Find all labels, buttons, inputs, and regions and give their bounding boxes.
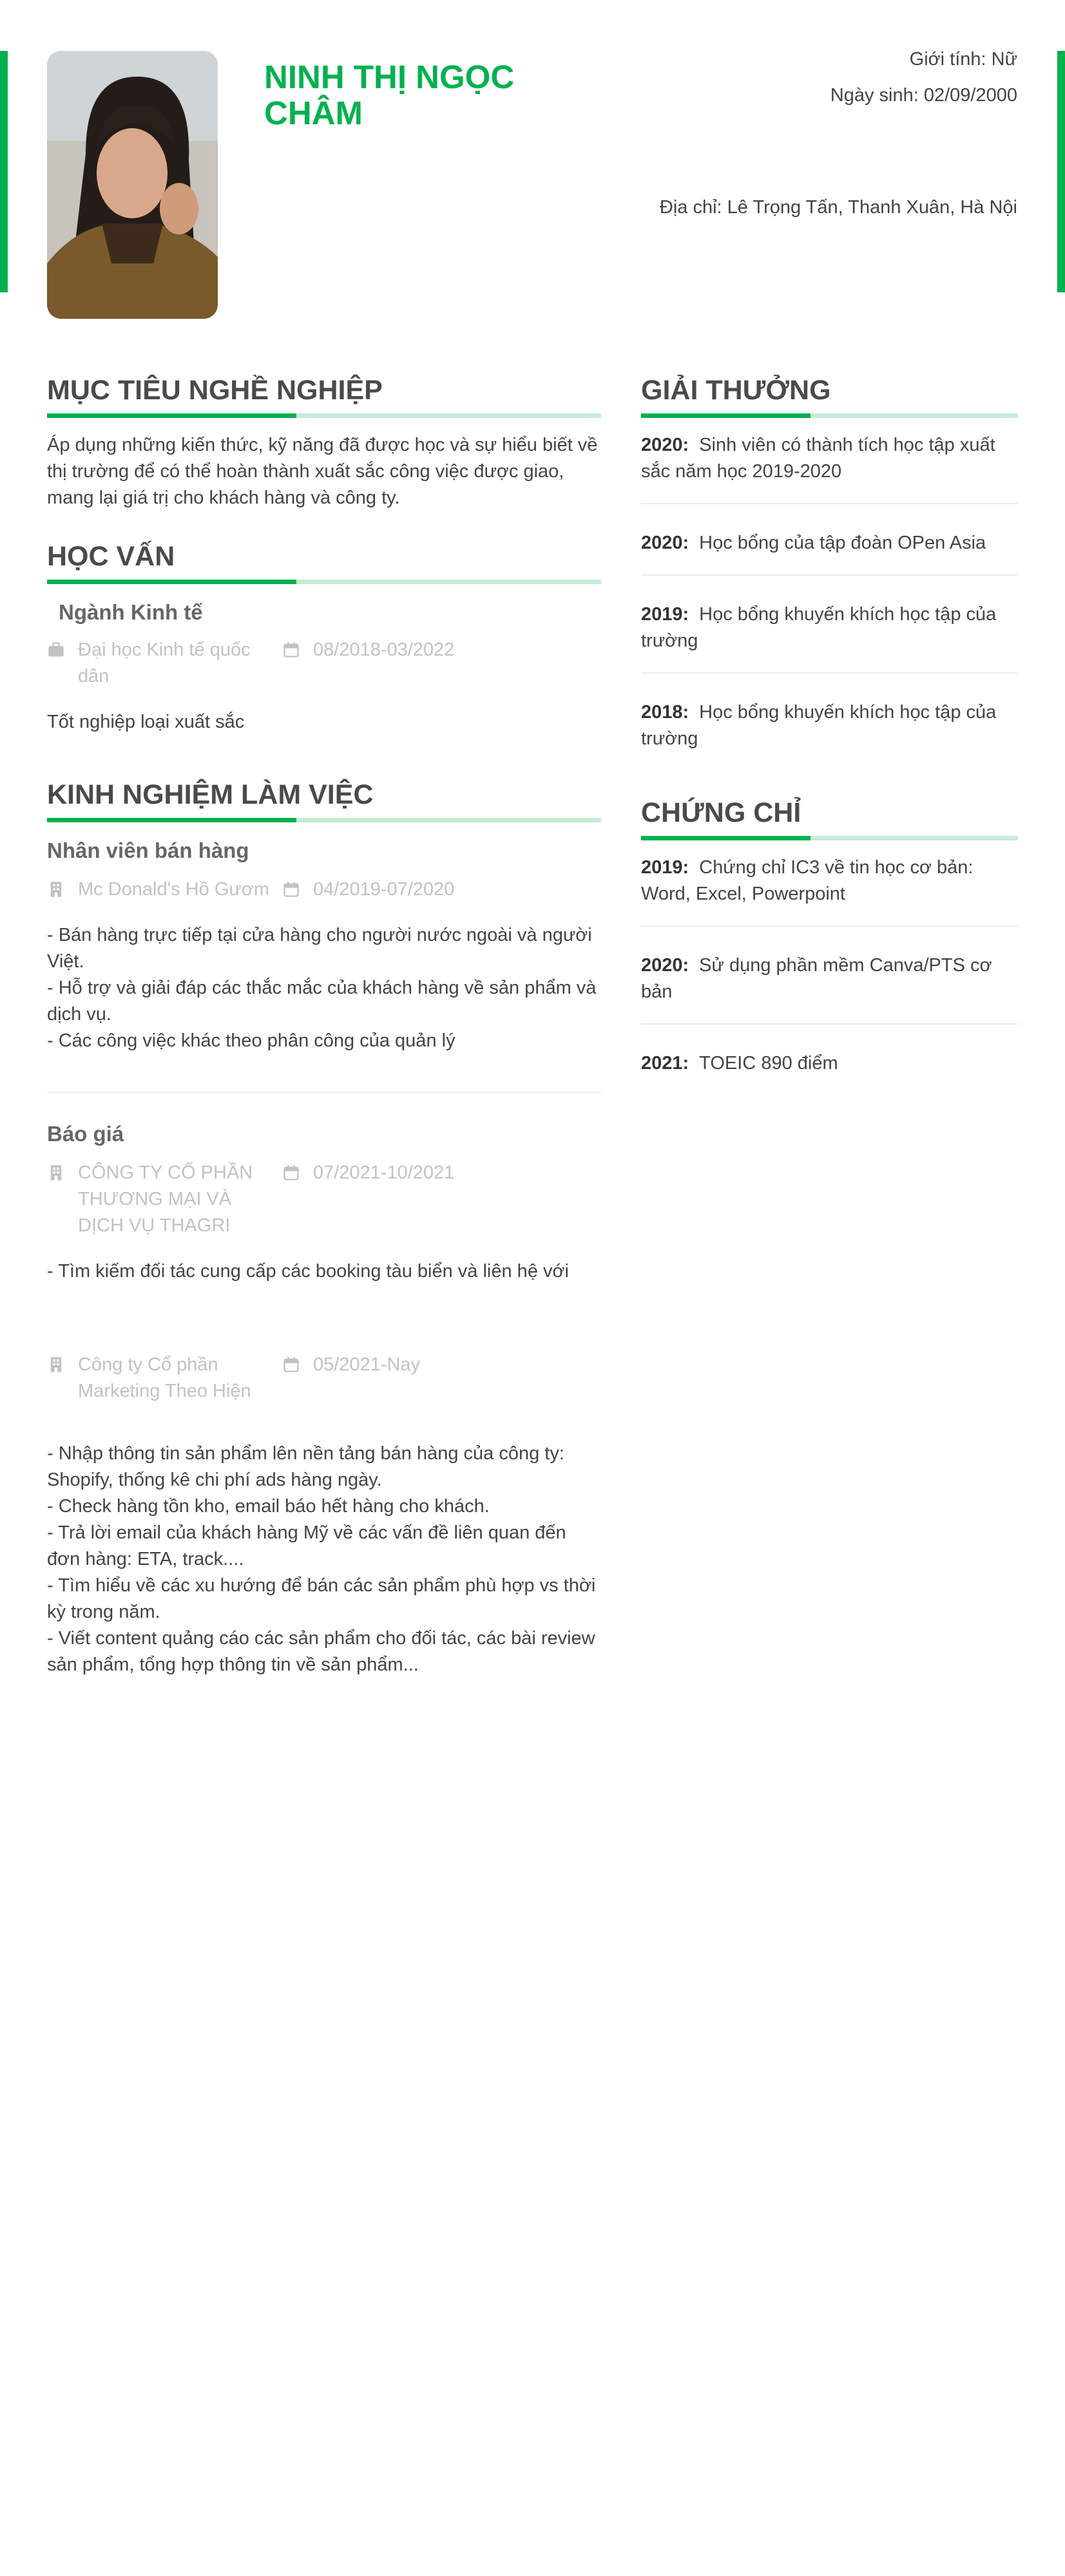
company-name: CÔNG TY CỔ PHẦN THƯƠNG MẠI VÀ DỊCH VỤ THAGRI <box>78 1162 253 1236</box>
certificate-item <box>641 952 1018 1025</box>
objective-title: MỤC TIÊU NGHỀ NGHIỆP <box>47 375 383 406</box>
award-year: 2020: <box>641 435 689 455</box>
job-meta <box>47 1352 601 1405</box>
calendar-icon <box>282 1164 300 1182</box>
job-period: 07/2021-10/2021 <box>313 1162 455 1183</box>
briefcase-icon <box>47 641 65 659</box>
section-divider <box>47 413 601 418</box>
school-name: Đại học Kinh tế quốc dân <box>78 639 251 687</box>
calendar-icon <box>282 641 300 659</box>
profile-photo-illustration <box>47 51 218 319</box>
section-divider <box>47 580 601 584</box>
calendar-icon <box>282 1356 300 1374</box>
gender: Giới tính: Nữ <box>909 49 1017 70</box>
company-item <box>47 1352 282 1405</box>
awards-title: GIẢI THƯỞNG <box>641 375 831 406</box>
section-divider <box>47 818 601 822</box>
section-divider <box>641 836 1018 840</box>
objective-section <box>47 374 601 511</box>
job-period: 05/2021-Nay <box>313 1354 421 1375</box>
left-accent-bar <box>0 51 8 292</box>
building-icon <box>47 1356 65 1374</box>
job-meta <box>47 876 601 903</box>
education-section <box>47 540 601 735</box>
education-meta <box>47 637 601 690</box>
company-item <box>47 1160 282 1239</box>
award-year: 2018: <box>641 702 689 723</box>
job-position: Báo giá <box>47 1122 124 1146</box>
job-position: Nhân viên bán hàng <box>47 838 249 862</box>
certificates-title: CHỨNG CHỈ <box>641 797 801 828</box>
job-divider <box>47 1092 601 1093</box>
job-period: 04/2019-07/2020 <box>313 879 455 900</box>
section-divider <box>641 413 1018 418</box>
job-item <box>47 1352 601 1678</box>
job-meta <box>47 1160 601 1239</box>
certificates-section <box>641 796 1018 1095</box>
company-name: Mc Donald's Hồ Gươm <box>78 879 269 900</box>
award-item <box>641 432 1018 504</box>
award-year: 2019: <box>641 604 689 625</box>
award-text: Sinh viên có thành tích học tập xuất sắc năm học 2019-2020 <box>641 435 995 482</box>
award-item <box>641 601 1018 674</box>
award-item <box>641 699 1018 770</box>
certificate-item <box>641 1050 1018 1095</box>
certificate-text: Sử dụng phần mềm Canva/PTS cơ bản <box>641 955 992 1002</box>
job-item <box>47 837 601 1054</box>
education-note: Tốt nghiệp loại xuất sắc <box>47 712 245 732</box>
award-text: Học bổng của tập đoàn OPen Asia <box>699 533 986 553</box>
experience-title: KINH NGHIỆM LÀM VIỆC <box>47 779 374 810</box>
certificate-year: 2021: <box>641 1053 689 1074</box>
company-item <box>47 876 282 903</box>
profile-photo <box>47 51 218 319</box>
building-icon <box>47 880 65 898</box>
certificate-text: TOEIC 890 điểm <box>699 1053 838 1074</box>
education-period: 08/2018-03/2022 <box>313 639 455 660</box>
award-year: 2020: <box>641 533 689 553</box>
candidate-name: NINH THỊ NGỌC CHÂM <box>264 59 515 131</box>
award-item <box>641 530 1018 576</box>
right-column <box>641 374 1018 1121</box>
education-major: Ngành Kinh tế <box>59 600 203 624</box>
birthday: Ngày sinh: 02/09/2000 <box>830 85 1017 106</box>
job-item <box>47 1120 601 1285</box>
job-description: - Bán hàng trực tiếp tại cửa hàng cho người nước ngoài và người Việt. - Hỗ trợ và giải đáp các thắc mắc của khách hàng về sản phẩm và dịch vụ. - Các công việc khác theo phân công của quản lý <box>47 925 597 1051</box>
right-accent-bar <box>1057 51 1065 292</box>
experience-section <box>47 778 601 1678</box>
building-icon <box>47 1164 65 1182</box>
objective-text: Áp dụng những kiến thức, kỹ năng đã được học và sự hiểu biết về thị trường để có thể hoàn thành xuất sắc công việc được giao, mang lại giá trị cho khách hàng và công ty. <box>47 435 598 508</box>
company-name: Công ty Cổ phần Marketing Theo Hiện <box>78 1354 251 1401</box>
job-period-item <box>282 1352 420 1378</box>
certificate-item <box>641 855 1018 927</box>
job-period-item <box>282 876 454 903</box>
certificate-year: 2019: <box>641 857 689 878</box>
job-description: - Tìm kiếm đối tác cung cấp các booking tàu biển và liên hệ với <box>47 1261 569 1282</box>
calendar-icon <box>282 880 300 898</box>
education-title: HỌC VẤN <box>47 541 175 572</box>
certificate-text: Chứng chỉ IC3 về tin học cơ bản: Word, Excel, Powerpoint <box>641 857 974 904</box>
awards-section <box>641 374 1018 770</box>
job-period-item <box>282 1160 454 1186</box>
award-text: Học bổng khuyến khích học tập của trường <box>641 604 997 651</box>
school-item <box>47 637 282 690</box>
certificate-year: 2020: <box>641 955 689 976</box>
left-column <box>47 374 601 1678</box>
address: Địa chỉ: Lê Trọng Tấn, Thanh Xuân, Hà Nội <box>659 197 1017 218</box>
job-description: - Nhập thông tin sản phẩm lên nền tảng bán hàng của công ty: Shopify, thống kê chi phí ads hàng ngày. - Check hàng tồn kho, email báo hết hàng cho khách. - Trả lời email của khách hàng Mỹ về các vấn đề liên quan đến đơn hàng: ETA, track.... - Tìm hiểu về các xu hướng để bán các sản phẩm phù hợp vs thời kỳ trong năm. - Viết content quảng cáo các sản phẩm cho đối tác, các bài review sản phẩm, tổng hợp thông tin về sản phẩm... <box>47 1443 596 1675</box>
award-text: Học bổng khuyến khích học tập của trường <box>641 702 997 749</box>
education-period-item <box>282 637 454 663</box>
